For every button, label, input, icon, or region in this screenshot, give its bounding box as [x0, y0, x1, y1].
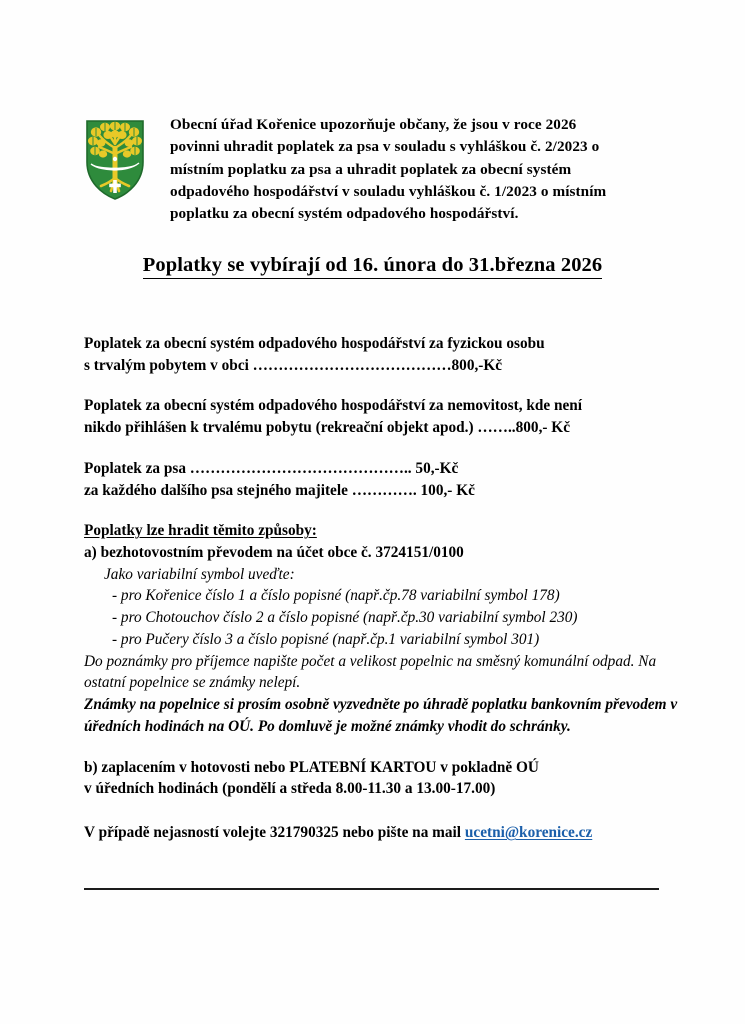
payment-methods-heading: [84, 520, 684, 542]
variable-symbol-intro: [84, 564, 684, 586]
spacer: [84, 800, 684, 822]
fee-waste-property-line-1: Poplatek za obecní systém odpadového hospodářství za nemovitost, kde není: [84, 397, 583, 415]
spacer: [84, 501, 684, 520]
payment-option-a: [84, 542, 684, 564]
variable-symbol-intro-text: Jako variabilní symbol uveďte:: [104, 565, 295, 583]
coat-of-arms-icon: [84, 114, 146, 202]
intro-line-4: odpadového hospodářství v souladu vyhláškou č. 1/2023 o místním: [170, 183, 607, 201]
payment-option-b-line-1: b) zaplacením v hotovosti nebo PLATEBNÍ KARTOU v pokladně OÚ: [84, 758, 539, 776]
intro-line-3: místním poplatku za psa a uhradit poplatek za obecní systém: [170, 160, 572, 178]
email-link[interactable]: ucetni@korenice.cz: [464, 823, 593, 841]
fee-waste-person-line-1: Poplatek za obecní systém odpadového hospodářství za fyzickou osobu: [84, 335, 545, 352]
list-item: - pro Kořenice číslo 1 a číslo popisné (např.čp.78 variabilní symbol 178): [112, 587, 560, 605]
intro-paragraph: [146, 114, 664, 226]
contact-line: [84, 822, 684, 844]
payment-option-a-text: a) bezhotovostním převodem na účet obce č. 3724151/0100: [84, 544, 464, 562]
intro-line-5: poplatku za obecní systém odpadového hospodářství.: [170, 205, 519, 223]
fee-waste-property-line-2: nikdo přihlášen k trvalému pobytu (rekreační objekt apod.) ……..800,- Kč: [84, 419, 570, 437]
spacer: [84, 376, 684, 395]
stickers-note-text: Známky na popelnice si prosím osobně vyzvedněte po úhradě poplatku bankovním převodem v úředních hodinách na OÚ. Po domluvě je možné známky vhodit do schránky.: [84, 696, 678, 735]
variable-symbol-list: [84, 585, 684, 650]
fee-waste-property: [84, 395, 684, 438]
contact-prefix: V případě nejasností volejte 321790325 nebo pište na mail: [84, 823, 465, 841]
fee-waste-person-line-2: s trvalým pobytem v obci …………………………………800,-Kč: [84, 356, 503, 374]
payment-option-b: [84, 757, 684, 800]
list-item: - pro Chotouchov číslo 2 a číslo popisné (např.čp.30 variabilní symbol 230): [112, 609, 578, 627]
page-title: [0, 254, 745, 277]
footer-divider: [84, 888, 659, 890]
fee-dog: [84, 458, 684, 501]
bins-note-text: Do poznámky pro příjemce napište počet a velikost popelnic na směsný komunální odpad. Na ostatní popelnice se známky nelepí.: [84, 652, 657, 692]
page-title-text: Poplatky se vybírají od 16. února do 31.března 2026: [143, 254, 603, 279]
fee-waste-person: [84, 333, 684, 376]
list-item: - pro Pučery číslo 3 a číslo popisné (např.čp.1 variabilní symbol 301): [112, 630, 540, 648]
fee-dog-line-1: Poplatek za psa …………………………………….. 50,-Kč: [84, 459, 459, 477]
intro-line-1: Obecní úřad Kořenice upozorňuje občany, že jsou v roce 2026: [170, 116, 577, 133]
payment-methods-heading-text: Poplatky lze hradit těmito způsoby:: [84, 522, 317, 540]
fee-dog-line-2: za každého dalšího psa stejného majitele …………. 100,- Kč: [84, 481, 475, 499]
header-block: [84, 114, 664, 226]
bins-note: [84, 651, 684, 694]
payment-option-b-line-2: v úředních hodinách (pondělí a středa 8.00-11.30 a 13.00-17.00): [84, 780, 496, 798]
stickers-note: [84, 694, 684, 737]
intro-line-2: povinni uhradit poplatek za psa v souladu s vyhláškou č. 2/2023 o: [170, 138, 600, 156]
spacer: [84, 738, 684, 757]
spacer: [84, 439, 684, 458]
content-body: [84, 333, 684, 844]
